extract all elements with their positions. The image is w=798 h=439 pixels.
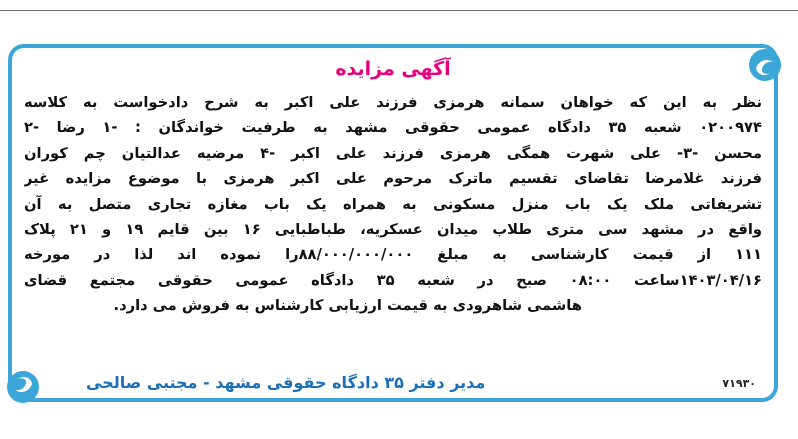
wave-ornament-icon — [6, 370, 40, 404]
top-divider — [0, 10, 798, 11]
notice-body-line: واقع در مشهد سی متری طلاب میدان عسکریه، طباطبایی ۱۶ بین قایم ۱۹ و ۲۱ پلاک — [24, 220, 762, 238]
notice-body-line: تشریفاتی ملک یک باب منزل مسکونی به همراه یک باب مغازه تجاری متصل به آن — [24, 195, 762, 213]
notice-code: ۷۱۹۳۰ — [722, 377, 756, 390]
notice-body-line: فرزند غلامرضا تقاضای تقسیم ماترک مرحوم علی اکبر هرمزی با موضوع مزایده غیر — [24, 170, 762, 188]
notice-body-line: ۰۲۰۰۹۷۴ شعبه ۳۵ دادگاه عمومی حقوقی مشهد به طرفیت خواندگان : -۱ رضا -۲ — [24, 119, 762, 137]
notice-body-line: ۱۴۰۳/۰۴/۱۶ساعت ۰۸:۰۰ صبح در شعبه ۳۵ دادگاه عمومی حقوقی مجتمع قضای — [24, 271, 762, 289]
auction-notice-box — [8, 44, 778, 402]
notice-body-line: ۱۱۱ از قیمت کارشناسی به مبلغ ۸۸/۰۰۰/۰۰۰/۰۰۰را نموده اند لذا در مورخه — [24, 246, 762, 264]
notice-title: آگهی مزایده — [335, 58, 451, 80]
notice-body-line: محسن -۳- علی شهرت همگی هرمزی فرزند علی اکبر -۴ مرضیه عدالتیان چم کوران — [24, 144, 762, 162]
notice-body-line: هاشمی شاهرودی به قیمت ارزیابی کارشناس به فروش می دارد. — [113, 297, 582, 315]
notice-body-line: نظر به این که خواهان سمانه هرمزی فرزند علی اکبر به شرح دادخواست به کلاسه — [24, 94, 762, 111]
signature: مدیر دفتر ۳۵ دادگاه حقوقی مشهد - مجتبی صالحی — [86, 373, 486, 392]
notice-body — [24, 90, 762, 319]
